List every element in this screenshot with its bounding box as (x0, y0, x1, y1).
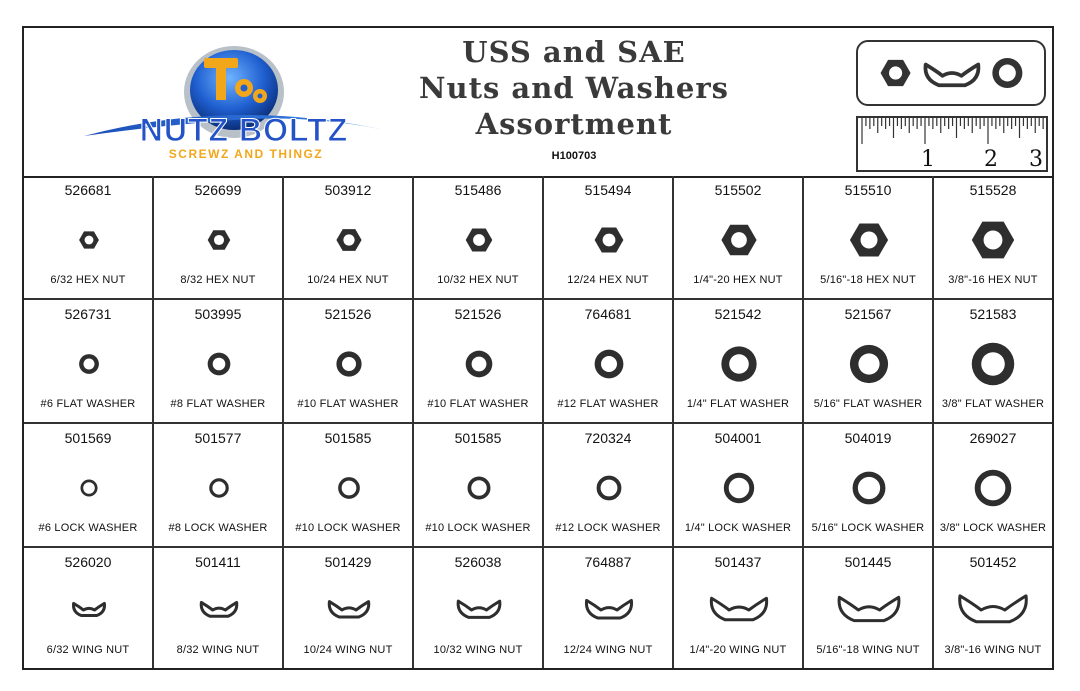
part-description: #12 FLAT WASHER (557, 398, 659, 410)
part-cell (154, 176, 284, 300)
part-description: 1/4"-20 WING NUT (689, 644, 787, 656)
part-cell (414, 424, 544, 548)
part-description: 3/8"-16 WING NUT (944, 644, 1042, 656)
title-block (404, 34, 744, 162)
lock-washer-icon (855, 474, 883, 502)
part-cell (544, 176, 674, 300)
part-cell (674, 548, 804, 668)
flat-washer-icon (208, 353, 231, 376)
product-code: H100703 (551, 150, 597, 162)
title-line-1: USS and SAE (462, 35, 686, 69)
part-cell (154, 300, 284, 424)
part-description: 5/16" FLAT WASHER (813, 398, 923, 410)
part-cell (934, 548, 1052, 668)
part-cell (24, 548, 154, 668)
wing-nut-icon (201, 602, 237, 616)
part-cell (284, 424, 414, 548)
part-number: 521583 (969, 306, 1017, 322)
ruler-label-2: 2 (984, 147, 998, 172)
part-description: 1/4" FLAT WASHER (686, 398, 790, 410)
lock-washer-icon (82, 481, 96, 495)
part-cell (24, 176, 154, 300)
product-icons-box (856, 40, 1046, 106)
part-cell (674, 176, 804, 300)
part-number: 764887 (584, 554, 632, 570)
wing-nut-icon (925, 65, 978, 86)
flat-washer-icon (595, 350, 624, 379)
part-description: 12/24 HEX NUT (567, 274, 649, 286)
wing-nut-icon (73, 603, 104, 615)
hex-nut-icon (850, 224, 888, 257)
part-number: 501585 (324, 430, 372, 446)
part-description: 6/32 HEX NUT (50, 274, 126, 286)
part-number: 515528 (969, 182, 1017, 198)
part-description: 8/32 WING NUT (176, 644, 260, 656)
part-description: 1/4"-20 HEX NUT (693, 274, 783, 286)
part-number: 526038 (454, 554, 502, 570)
part-number: 501452 (969, 554, 1017, 570)
part-number: 504001 (714, 430, 762, 446)
parts-grid (24, 176, 1052, 668)
part-number: 501445 (844, 554, 892, 570)
flat-washer-icon (721, 346, 756, 381)
part-number: 764681 (584, 306, 632, 322)
part-cell (674, 424, 804, 548)
flat-washer-icon (79, 354, 99, 374)
part-cell (804, 176, 934, 300)
part-cell (544, 300, 674, 424)
part-number: 504019 (844, 430, 892, 446)
part-description: #12 LOCK WASHER (555, 522, 661, 534)
part-cell (154, 424, 284, 548)
ruler-label-3: 3 (1029, 147, 1043, 172)
part-cell (804, 548, 934, 668)
part-number: 501437 (714, 554, 762, 570)
part-number: 501411 (195, 554, 241, 570)
part-cell (804, 424, 934, 548)
part-number: 501585 (454, 430, 502, 446)
part-number: 720324 (584, 430, 632, 446)
part-number: 526681 (64, 182, 112, 198)
lock-washer-icon (599, 478, 620, 499)
hex-nut-icon (336, 229, 361, 251)
part-cell (24, 300, 154, 424)
part-description: 5/16" LOCK WASHER (811, 522, 925, 534)
lock-washer-icon (978, 473, 1009, 504)
part-description: 10/24 HEX NUT (307, 274, 389, 286)
part-cell (934, 176, 1052, 300)
part-description: #10 LOCK WASHER (295, 522, 401, 534)
part-number: 515502 (714, 182, 762, 198)
part-description: #6 FLAT WASHER (40, 398, 136, 410)
flat-washer-icon (336, 351, 361, 376)
part-cell (154, 548, 284, 668)
hex-nut-icon (972, 222, 1014, 259)
part-number: 269027 (969, 430, 1017, 446)
wing-nut-icon (458, 601, 500, 617)
part-description: #8 FLAT WASHER (170, 398, 266, 410)
part-cell (284, 548, 414, 668)
title-line-3: Assortment (475, 107, 673, 141)
part-cell (934, 300, 1052, 424)
part-number: 501569 (64, 430, 112, 446)
nutz-boltz-logo (64, 36, 424, 171)
washer-icon (992, 58, 1022, 88)
part-description: 8/32 HEX NUT (180, 274, 256, 286)
part-description: 3/8" LOCK WASHER (939, 522, 1047, 534)
hex-nut-icon (595, 228, 624, 253)
hex-nut-icon (881, 60, 911, 86)
part-cell (674, 300, 804, 424)
wing-nut-icon (586, 600, 631, 618)
part-number: 503912 (324, 182, 372, 198)
hex-nut-icon (466, 229, 493, 252)
hex-nut-icon (208, 230, 231, 250)
part-description: 5/16"-18 HEX NUT (820, 274, 916, 286)
wing-nut-icon (711, 598, 766, 620)
part-number: 515494 (584, 182, 632, 198)
part-number: 501429 (324, 554, 372, 570)
part-description: 10/24 WING NUT (303, 644, 393, 656)
wing-nut-icon (839, 597, 899, 620)
part-description: #10 FLAT WASHER (427, 398, 529, 410)
flat-washer-icon (850, 345, 888, 383)
inch-ruler (856, 116, 1048, 172)
ruler-label-1: 1 (921, 147, 935, 172)
part-cell (414, 176, 544, 300)
part-description: 6/32 WING NUT (46, 644, 130, 656)
part-number: 503995 (194, 306, 242, 322)
part-number: 526731 (64, 306, 112, 322)
hex-nut-icon (721, 225, 756, 256)
part-number: 501577 (194, 430, 242, 446)
brand-text: NUTZ BOLTZ (139, 112, 349, 148)
part-description: 3/8"-16 HEX NUT (948, 274, 1038, 286)
part-description: #10 LOCK WASHER (425, 522, 531, 534)
wing-nut-icon (329, 602, 369, 617)
part-number: 526020 (64, 554, 112, 570)
part-number: 521567 (844, 306, 892, 322)
part-cell (414, 548, 544, 668)
assortment-card (22, 26, 1054, 670)
lock-washer-icon (340, 479, 358, 497)
part-cell (24, 424, 154, 548)
part-number: 521526 (324, 306, 372, 322)
part-description: 3/8" FLAT WASHER (941, 398, 1045, 410)
wing-nut-icon (960, 596, 1027, 622)
part-cell (284, 300, 414, 424)
flat-washer-icon (972, 343, 1014, 385)
part-cell (544, 424, 674, 548)
part-description: 12/24 WING NUT (563, 644, 653, 656)
part-description: #10 FLAT WASHER (297, 398, 399, 410)
hex-nut-icon (79, 231, 99, 248)
part-cell (284, 176, 414, 300)
lock-washer-icon (211, 480, 227, 496)
part-cell (804, 300, 934, 424)
part-description: 10/32 HEX NUT (437, 274, 519, 286)
flat-washer-icon (466, 351, 493, 378)
part-cell (544, 548, 674, 668)
part-description: #8 LOCK WASHER (168, 522, 268, 534)
part-description: 1/4" LOCK WASHER (684, 522, 792, 534)
part-cell (414, 300, 544, 424)
part-number: 521542 (714, 306, 762, 322)
header (24, 28, 1052, 178)
part-number: 515510 (844, 182, 892, 198)
lock-washer-icon (726, 475, 751, 500)
part-cell (934, 424, 1052, 548)
tagline-text: SCREWZ AND THINGZ (168, 147, 324, 161)
lock-washer-icon (469, 478, 488, 497)
part-number: 526699 (194, 182, 242, 198)
part-description: 10/32 WING NUT (433, 644, 523, 656)
part-description: #6 LOCK WASHER (38, 522, 138, 534)
part-description: 5/16"-18 WING NUT (816, 644, 920, 656)
part-number: 521526 (454, 306, 502, 322)
title-line-2: Nuts and Washers (419, 71, 729, 105)
part-number: 515486 (454, 182, 502, 198)
